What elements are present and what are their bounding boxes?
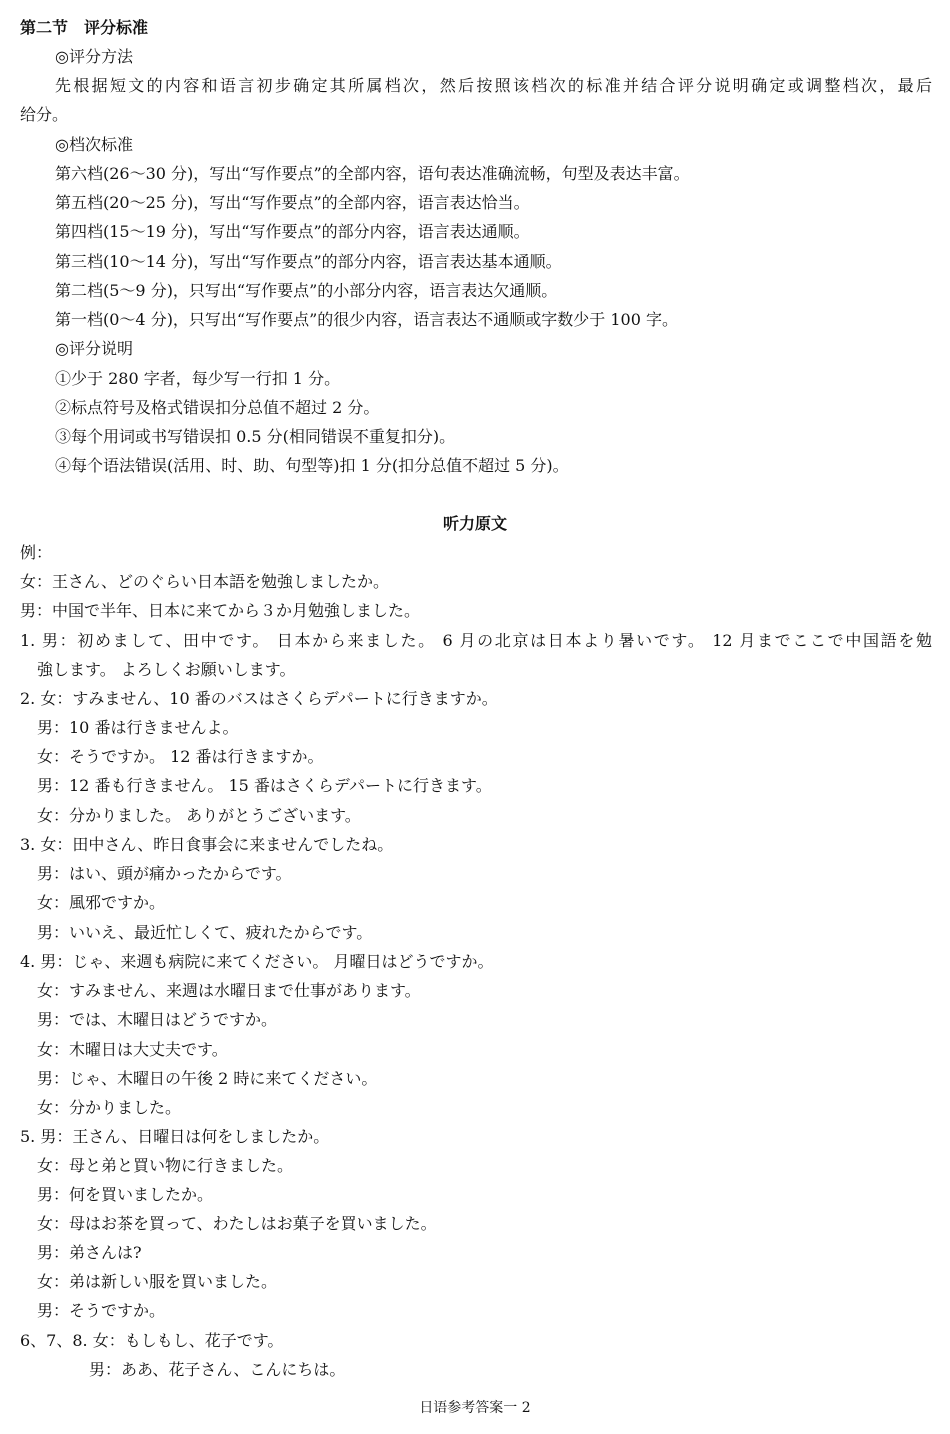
script-line: 女：母と弟と買い物に行きました。 (37, 1156, 294, 1175)
method-text: 先根据短文的内容和语言初步确定其所属档次，然后按照该档次的标准并结合评分说明确定或调整档次，最后 (55, 76, 932, 95)
script-line: 男：はい、頭が痛かったからです。 (37, 864, 292, 883)
section-title: 第二节 评分标准 (20, 18, 149, 37)
script-line: 男：12 番も行きません。 15 番はさくらデパートに行きます。 (37, 776, 492, 795)
script-line: 5. 男：王さん、日曜日は何をしましたか。 (20, 1127, 330, 1146)
listening-title: 听力原文 (442, 514, 507, 533)
script-line: 女：母はお茶を買って、わたしはお菓子を買いました。 (37, 1214, 437, 1233)
script-line: 例： (20, 543, 53, 562)
note-item: ④每个语法错误(活用、时、助、句型等)扣 1 分(扣分总值不超过 5 分)。 (55, 456, 569, 475)
script-line: 女：そうですか。 12 番は行きますか。 (37, 747, 324, 766)
note-item: ③每个用词或书写错误扣 0.5 分(相同错误不重复扣分)。 (55, 427, 456, 446)
script-line: 男：いいえ、最近忙しくて、疲れたからです。 (37, 923, 373, 942)
script-line: 女：分かりました。 (37, 1098, 182, 1117)
script-line: 男：弟さんは? (37, 1243, 142, 1262)
script-line: 2. 女：すみません、10 番のバスはさくらデパートに行きますか。 (20, 689, 498, 708)
page-footer: 日语参考答案一 2 (419, 1400, 531, 1416)
script-line: 女：弟は新しい服を買いました。 (37, 1272, 278, 1291)
notes-heading: ◎评分说明 (55, 339, 133, 358)
script-line: 強します。 よろしくお願いします。 (37, 660, 296, 679)
method-heading: ◎评分方法 (55, 47, 133, 66)
script-line: 1. 男：初めまして、田中です。 日本から来ました。 6 月の北京は日本より暑いです。 12 月までここで中国語を勉 (20, 631, 932, 650)
script-line: 男：そうですか。 (37, 1301, 166, 1320)
script-line: 6、7、8. 女：もしもし、花子です。 (20, 1331, 284, 1350)
level-item: 第二档(5～9 分)，只写出“写作要点”的小部分内容，语言表达欠通顺。 (55, 281, 558, 300)
note-item: ②标点符号及格式错误扣分总值不超过 2 分。 (55, 398, 380, 417)
script-line: 男：何を買いましたか。 (37, 1185, 214, 1204)
note-item: ①少于 280 字者，每少写一行扣 1 分。 (55, 369, 341, 388)
script-line: 女：風邪ですか。 (37, 893, 166, 912)
script-line: 男：中国で半年、日本に来てから３か月勉強しました。 (20, 601, 421, 620)
script-line: 女：木曜日は大丈夫です。 (37, 1040, 228, 1059)
level-item: 第三档(10～14 分)，写出“写作要点”的部分内容，语言表达基本通顺。 (55, 252, 562, 271)
script-line: 女：分かりました。 ありがとうございます。 (37, 806, 361, 825)
script-line: 男：では、木曜日はどうですか。 (37, 1010, 278, 1029)
script-line: 女：王さん、どのぐらい日本語を勉強しましたか。 (20, 572, 389, 591)
script-line: 3. 女：田中さん、昨日食事会に来ませんでしたね。 (20, 835, 394, 854)
script-line: 男：10 番は行きませんよ。 (37, 718, 239, 737)
levels-heading: ◎档次标准 (55, 135, 133, 154)
script-line: 男：じゃ、木曜日の午後 2 時に来てください。 (37, 1069, 378, 1088)
script-line: 4. 男：じゃ、来週も病院に来てください。 月曜日はどうですか。 (20, 952, 494, 971)
script-line: 女：すみません、来週は水曜日まで仕事があります。 (37, 981, 421, 1000)
level-item: 第五档(20～25 分)，写出“写作要点”的全部内容，语言表达恰当。 (55, 193, 530, 212)
level-item: 第六档(26～30 分)，写出“写作要点”的全部内容，语句表达准确流畅，句型及表达丰富。 (55, 164, 690, 183)
script-line: 男：ああ、花子さん、こんにちは。 (89, 1360, 346, 1379)
level-item: 第四档(15～19 分)，写出“写作要点”的部分内容，语言表达通顺。 (55, 222, 530, 241)
level-item: 第一档(0～4 分)，只写出“写作要点”的很少内容，语言表达不通顺或字数少于 100 字。 (55, 310, 679, 329)
method-text-cont: 给分。 (20, 105, 69, 124)
